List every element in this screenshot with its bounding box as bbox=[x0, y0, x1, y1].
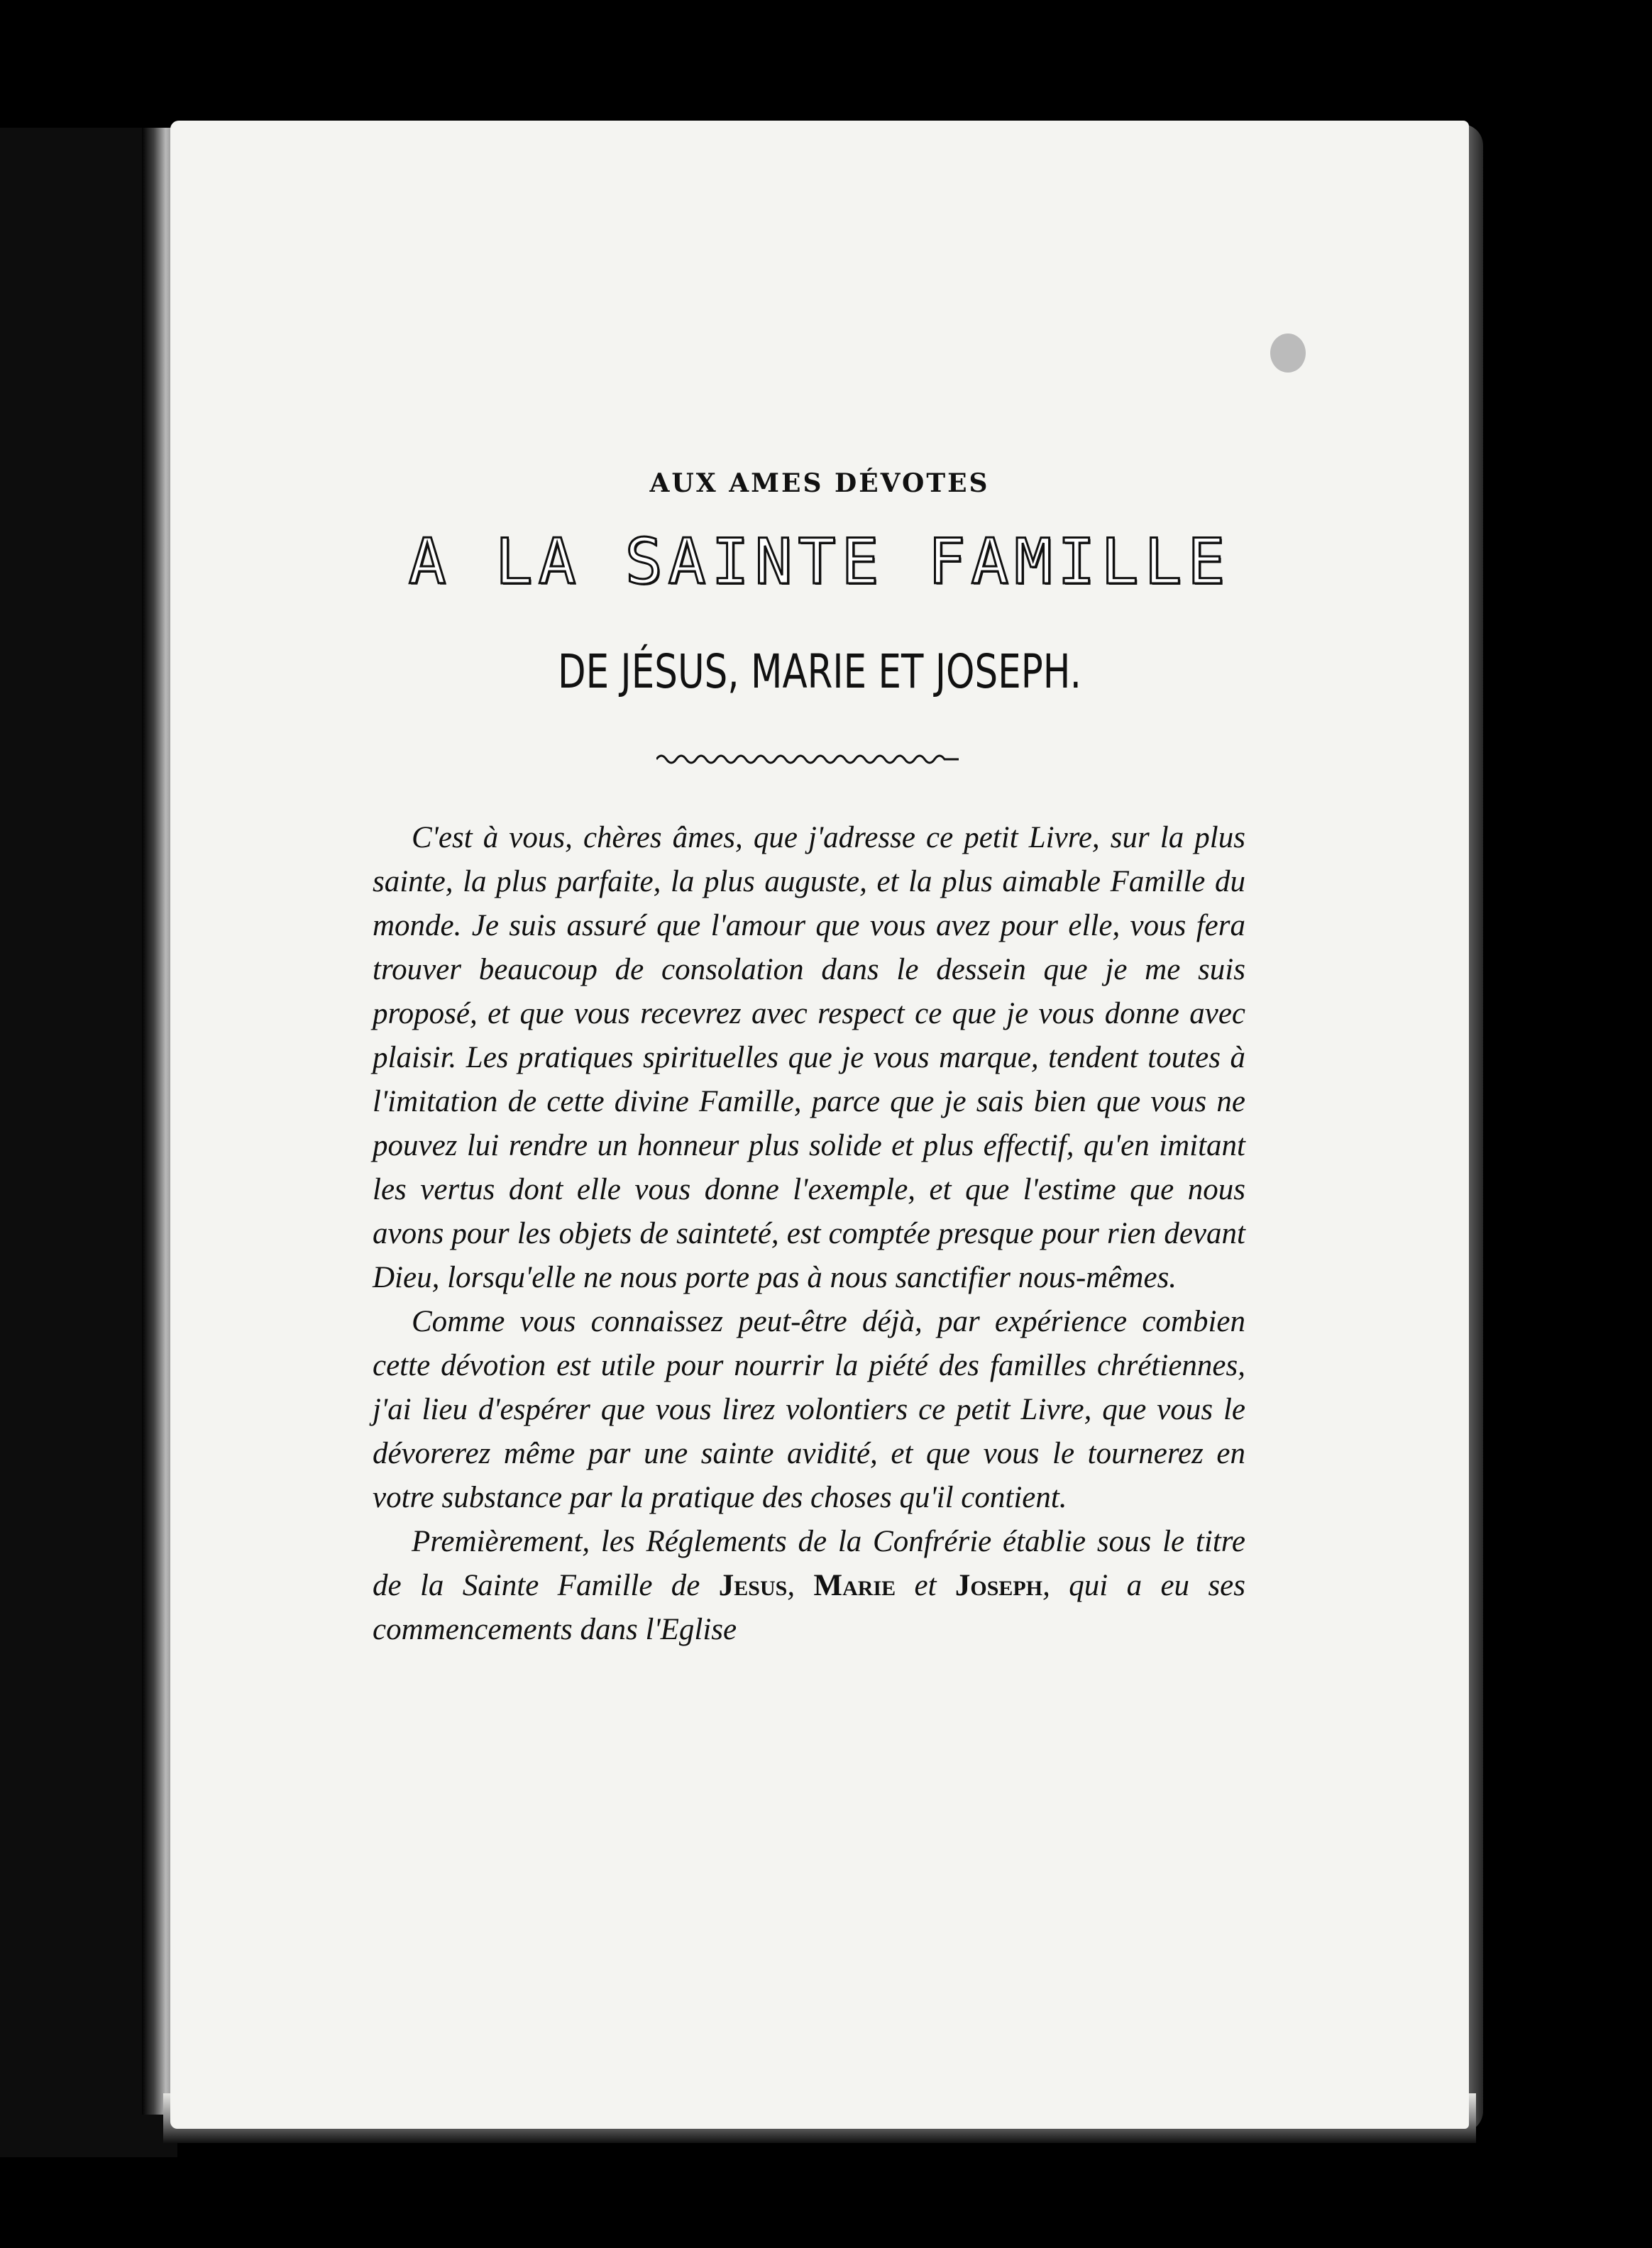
body-text bbox=[373, 816, 1245, 1652]
paragraph-2: Comme vous connaissez peut-être déjà, par expérience combien cette dévotion est utile pour nourrir la piété des familles chrétiennes, j'ai lieu d'espérer que vous lirez volontiers ce petit Livre, que vous le dévorerez même par une sainte avidité, et que vous le tournerez en votre substance par la pratique des choses qu'il contient. bbox=[373, 1305, 1245, 1514]
heading-top-line: AUX AMES DÉVOTES bbox=[649, 468, 990, 498]
name-jesus: Jesus bbox=[718, 1569, 788, 1602]
separator-et: et bbox=[896, 1569, 955, 1602]
wavy-rule-ornament bbox=[656, 749, 976, 770]
separator-comma: , bbox=[787, 1569, 814, 1602]
name-joseph: Joseph bbox=[954, 1569, 1043, 1602]
paragraph-3 bbox=[373, 1520, 1245, 1652]
paragraph-1: C'est à vous, chères âmes, que j'adresse ce petit Livre, sur la plus sainte, la plus parfaite, la plus auguste, et la plus aimable Famille du monde. Je suis assuré que l'amour que vous avez pour elle, vous fera trouver beaucoup de consolation dans le dessein que je me suis proposé, et que vous recevrez avec respect ce que je vous donne avec plaisir. Les pratiques spirituelles que je vous marque, tendent toutes à l'imitation de cette divine Famille, parce que je sais bien que vous ne pouvez lui rendre un honneur plus solide et plus effectif, qu'en imitant les vertus dont elle vous donne l'exemple, et que l'estime que nous avons pour les objets de sainteté, est comptée presque pour rien devant Dieu, lorsqu'elle ne nous porte pas à nous sanctifier nous-mêmes. bbox=[373, 821, 1245, 1294]
heading-main-title: A LA SAINTE FAMILLE bbox=[408, 525, 1231, 598]
paragraph-3-start: Premièrement, les Réglements de la Confrérie établie sous le titre de la Sainte Famille de bbox=[373, 1525, 1245, 1602]
heading-subtitle: DE JÉSUS, MARIE ET JOSEPH. bbox=[558, 644, 1081, 699]
name-marie: Marie bbox=[813, 1569, 896, 1602]
paper-stain bbox=[1270, 334, 1306, 373]
paragraph-3-end: , qui a eu ses commencements dans l'Eglise bbox=[373, 1569, 1245, 1646]
